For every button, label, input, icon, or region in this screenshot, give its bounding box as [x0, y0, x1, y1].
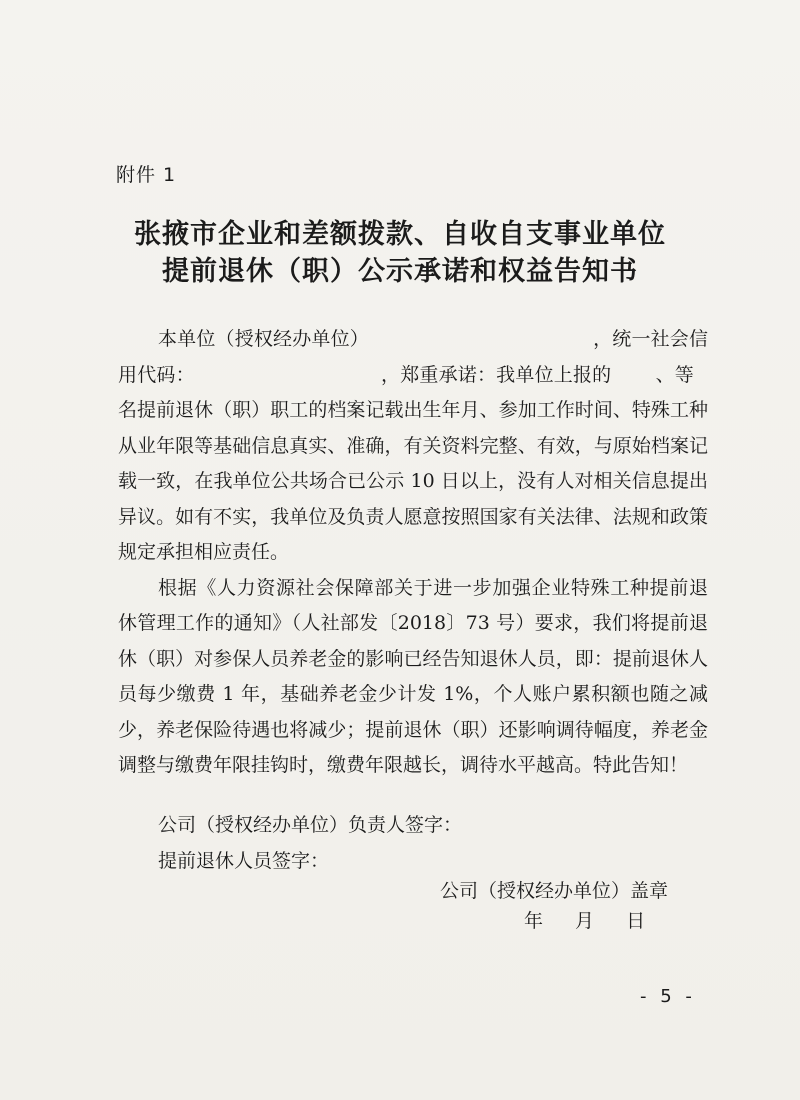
title-line-1: 张掖市企业和差额拨款、自收自支事业单位 — [134, 219, 666, 250]
commitment-paragraph — [118, 322, 708, 571]
commitment-text-a: 本单位（授权经办单位） — [158, 328, 369, 350]
attachment-label: 附件 1 — [116, 164, 177, 186]
date-line: 年 月 日 — [524, 910, 646, 932]
company-signature-label: 公司（授权经办单位）负责人签字： — [158, 814, 463, 836]
retiree-signature-label: 提前退休人员签字： — [158, 850, 330, 872]
commitment-text-c: ，郑重承诺：我单位上报的 — [380, 363, 612, 386]
commitment-text-b: ，统一社会信用代码： — [118, 328, 708, 386]
notice-paragraph: 根据《人力资源社会保障部关于进一步加强企业特殊工种提前退休管理工作的通知》（人社部发〔2018〕73 号）要求，我们将提前退休（职）对参保人员养老金的影响已经告知退休人员，即：提前退休人员每少缴费 1 年，基础养老金少计发 1%，个人账户累积额也随之减少，养老保险待遇也将减少；提前退休（职）还影响调待幅度，养老金调整与缴费年限挂钩时，缴费年限越长，调待水平越高。特此告知！ — [118, 576, 708, 776]
seal-label: 公司（授权经办单位）盖章 — [440, 880, 669, 902]
document-body — [118, 322, 708, 784]
page-number: - 5 - — [640, 986, 696, 1007]
commitment-text-e: 名提前退休（职）职工的档案记载出生年月、参加工作时间、特殊工种从业年限等基础信息真实、准确，有关资料完整、有效，与原始档案记载一致，在我单位公共场合已公示 10 日以上，没有人对相关信息提出异议。如有不实，我单位及负责人愿意按照国家有关法律、法规和政策规定承担相应责任。 — [118, 399, 708, 563]
commitment-text-d: 、等 — [655, 363, 694, 386]
document-title — [0, 216, 800, 290]
title-line-2: 提前退休（职）公示承诺和权益告知书 — [162, 256, 638, 287]
